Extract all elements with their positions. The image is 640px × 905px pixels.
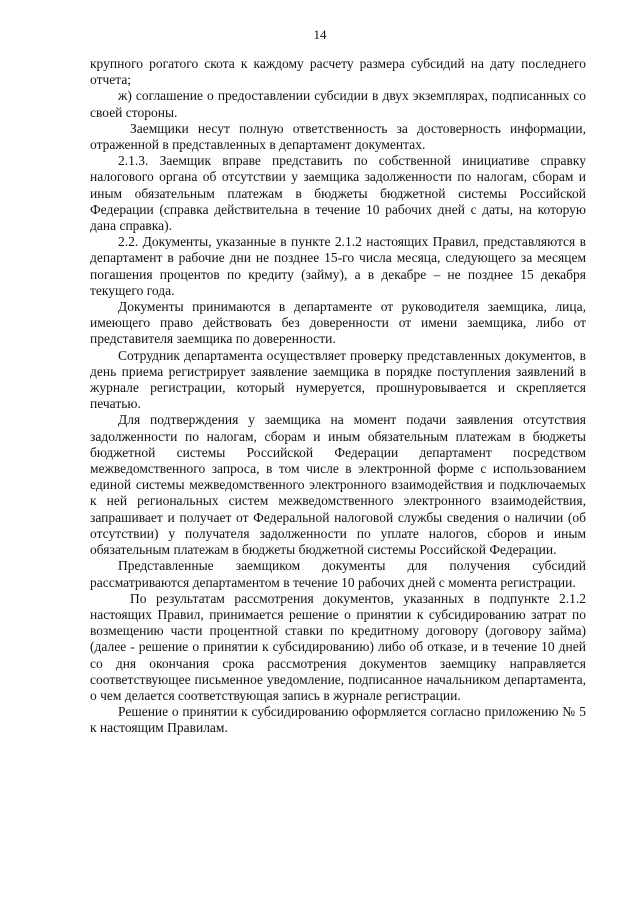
page-number: 14 (313, 27, 327, 42)
paragraph-acceptance: Документы принимаются в департаменте от руководителя заемщика, лица, имеющего право действовать без доверенности от имени заемщика, либо от представителя заемщика по доверенности. (90, 299, 586, 347)
paragraph-2-2: 2.2. Документы, указанные в пункте 2.1.2 настоящих Правил, представляются в департамент в рабочие дни не позднее 15-го числа месяца, следующего за месяцем погашения процентов по кредиту (займу), а в декабре – не позднее 15 декабря текущего года. (90, 234, 586, 298)
paragraph-2-1-3: 2.1.3. Заемщик вправе представить по собственной инициативе справку налогового органа об отсутствии у заемщика задолженности по налогам, сборам и иным обязательным платежам в бюджеты бюджетной системы Российской Федерации (справка действительна в течение 10 рабочих дней с даты, на которую дана справка). (90, 153, 586, 234)
paragraph-decision-form: Решение о принятии к субсидированию оформляется согласно приложению № 5 к настоящим Правилам. (90, 704, 586, 736)
document-body (90, 56, 586, 737)
paragraph-registration: Сотрудник департамента осуществляет проверку представленных документов, в день приема регистрирует заявление заемщика в порядке поступления заявлений в журнале регистрации, который нумеруется, прошнуровывается и скрепляется печатью. (90, 347, 586, 412)
paragraph-responsibility: Заемщики несут полную ответственность за достоверность информации, отраженной в представленных в департамент документах. (90, 120, 586, 153)
paragraph-review-period: Представленные заемщиком документы для получения субсидий рассматриваются департаментом в течение 10 рабочих дней с момента регистрации. (90, 558, 586, 590)
paragraph-interagency-request: Для подтверждения у заемщика на момент подачи заявления отсутствия задолженности по налогам, сборам и иным обязательным платежам в бюджеты бюджетной системы Российской Федерации департамент посредством межведомственного запроса, в том числе в электронной форме с использованием единой системы межведомственного электронного взаимодействия и подключаемых к ней региональных систем межведомственного электронного взаимодействия, запрашивает и получает от Федеральной налоговой службы сведения о наличии (об отсутствии) у получателя задолженности по уплате налогов, сборов и иным обязательным платежам в бюджеты бюджетной системы Российской Федерации. (90, 412, 586, 558)
paragraph-item-zh: ж) соглашение о предоставлении субсидии в двух экземплярах, подписанных со своей стороны. (90, 88, 586, 120)
paragraph-decision: По результатам рассмотрения документов, указанных в подпункте 2.1.2 настоящих Правил, принимается решение о принятии к субсидированию затрат по возмещению части процентной ставки по кредитному договору (договору займа) (далее - решение о принятии к субсидированию) либо об отказе, и в течение 10 дней со дня окончания срока рассмотрения документов заемщику направляется соответствующее письменное уведомление, подписанное начальником департамента, о чем делается соответствующая запись в журнале регистрации. (90, 590, 586, 703)
paragraph-continuation: крупного рогатого скота к каждому расчету размера субсидий на дату последнего отчета; (90, 56, 586, 88)
